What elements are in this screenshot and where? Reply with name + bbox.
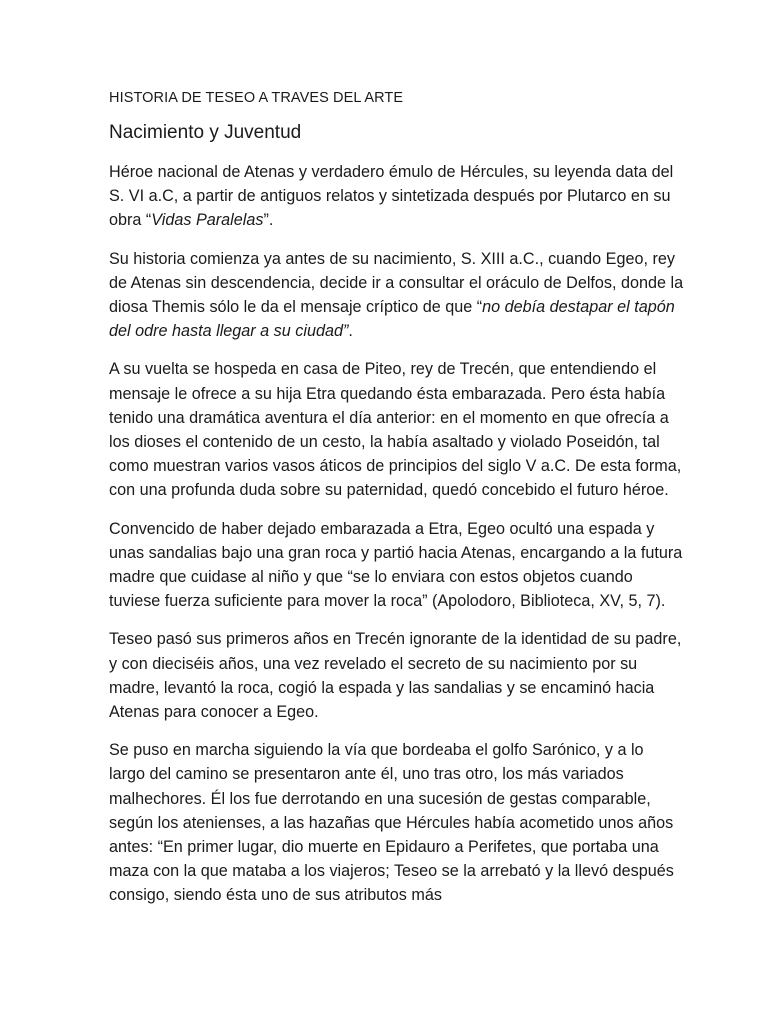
document-title: HISTORIA DE TESEO A TRAVES DEL ARTE [109, 90, 404, 106]
paragraph-2-text: Su historia comienza ya antes de su nacimiento, S. XIII a.C., cuando Egeo, rey de Atenas sin descendencia, decide ir a consultar el oráculo de Delfos, donde la diosa Themis sólo le da el mensaje críptico de que “ [109, 249, 684, 317]
paragraph-1-end: ”. [263, 211, 274, 230]
paragraph-1-italic: Vidas Paralelas [151, 211, 264, 230]
paragraph-2-end: . [348, 322, 353, 341]
paragraph-1 [109, 160, 684, 233]
paragraph-2-italic: no debía destapar el tapón del odre hasta llegar a su ciudad” [109, 298, 675, 341]
paragraph-4: Convencido de haber dejado embarazada a Etra, Egeo ocultó una espada y unas sandalias bajo una gran roca y partió hacia Atenas, encargando a la futura madre que cuidase al niño y que “se lo enviara con estos objetos cuando tuviese fuerza suficiente para mover la roca” (Apolodoro, Biblioteca, XV, 5, 7). [109, 519, 683, 611]
paragraph-2 [109, 247, 684, 344]
paragraph-6: Se puso en marcha siguiendo la vía que bordeaba el golfo Sarónico, y a lo largo del camino se presentaron ante él, uno tras otro, los más variados malhechores. Él los fue derrotando en una sucesión de gestas comparable, según los atenienses, a las hazañas que Hércules había acometido unos años antes: “En primer lugar, dio muerte en Epidauro a Perifetes, que portaba una maza con la que mataba a los viajeros; Teseo se la arrebató y la llevó después consigo, siendo ésta uno de sus atributos más [109, 741, 674, 905]
paragraph-5: Teseo pasó sus primeros años en Trecén ignorante de la identidad de su padre, y con dieciséis años, una vez revelado el secreto de su nacimiento por su madre, levantó la roca, cogió la espada y las sandalias y se encaminó hacia Atenas para conocer a Egeo. [109, 630, 682, 722]
section-heading: Nacimiento y Juventud [109, 122, 302, 143]
paragraph-1-text: Héroe nacional de Atenas y verdadero émulo de Hércules, su leyenda data del S. VI a.C, a partir de antiguos relatos y sintetizada después por Plutarco en su obra “ [109, 163, 674, 230]
document-page [109, 88, 684, 922]
paragraph-3: A su vuelta se hospeda en casa de Piteo, rey de Trecén, que entendiendo el mensaje le ofrece a su hija Etra quedando ésta embarazada. Pero ésta había tenido una dramática aventura el día anterior: en el momento en que ofrecía a los dioses el contenido de un cesto, la había asaltado y violado Poseidón, tal como muestran varios vasos áticos de principios del siglo V a.C. De esta forma, con una profunda duda sobre su paternidad, quedó concebido el futuro héroe. [109, 360, 682, 500]
